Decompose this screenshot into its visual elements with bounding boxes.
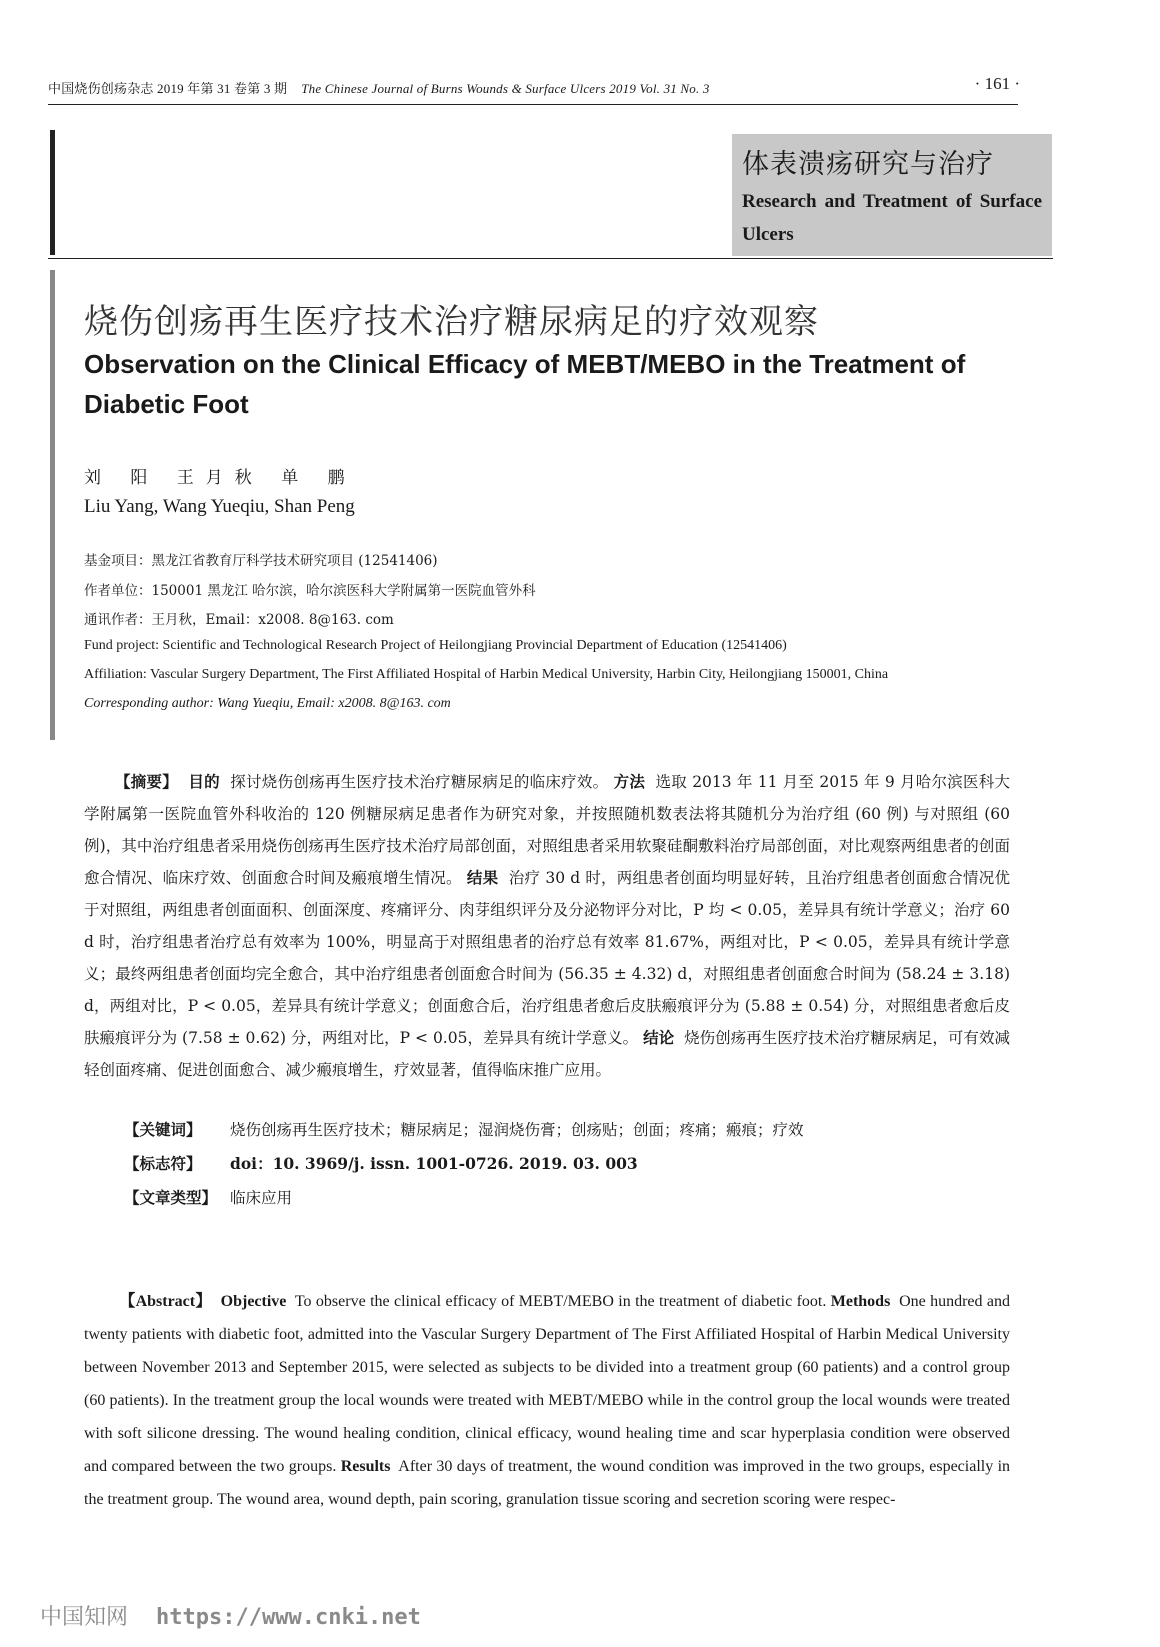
authors-en: Liu Yang, Wang Yueqiu, Shan Peng xyxy=(84,496,355,517)
running-head xyxy=(48,78,1048,97)
running-head-en: The Chinese Journal of Burns Wounds & Surface Ulcers 2019 Vol. 31 No. 3 xyxy=(301,81,710,96)
watermark-url: https://www.cnki.net xyxy=(156,1605,421,1630)
cnki-watermark xyxy=(40,1600,421,1631)
doi-row xyxy=(124,1152,638,1174)
methods-text-zh: 选取 2013 年 11 月至 2015 年 9 月哈尔滨医科大学附属第一医院血管外科收治的 120 例糖尿病足患者作为研究对象，并按照随机数表法将其随机分为治疗组 (60 例) 与对照组 (60 例)，其中治疗组患者采用烧伤创疡再生医疗技术治疗局部创面，对照组患者采用软聚硅酮敷料治疗局部创面，对比观察两组患者的创面愈合情况、临床疗效、创面愈合时间及瘢痕增生情况。 xyxy=(84,773,1010,887)
abstract-label-en: 【Abstract】 xyxy=(119,1293,212,1310)
corresponding-author-zh: 通讯作者：王月秋，Email：x2008. 8@163. com xyxy=(84,612,394,628)
objective-text-zh: 探讨烧伤创疡再生医疗技术治疗糖尿病足的临床疗效。 xyxy=(230,773,609,791)
corresponding-author-en: Corresponding author: Wang Yueqiu, Email: x2008. 8@163. com xyxy=(84,696,451,711)
fund-project-en: Fund project: Scientific and Technological Research Project of Heilongjiang Provincial Department of Education (12541406) xyxy=(84,638,787,653)
methods-text-en: One hundred and twenty patients with diabetic foot, admitted into the Vascular Surgery Department of The First Affiliated Hospital of Harbin Medical University between November 2013 and September 2015, were selected as subjects to be divided into a treatment group (60 patients) and a control group (60 patients). In the treatment group the local wounds were treated with MEBT/MEBO while in the control group the local wounds were treated with soft silicone dressing. The wound healing condition, clinical efficacy, wound healing time and scar hyperplasia condition were observed and compared between the two groups. xyxy=(84,1293,1011,1475)
authors-zh: 刘 阳 王月秋 单 鹏 xyxy=(84,468,357,488)
conclusion-label-zh: 结论 xyxy=(643,1028,675,1047)
doi-value: doi：10. 3969/j. issn. 1001-0726. 2019. 03. 003 xyxy=(230,1154,638,1173)
section-banner xyxy=(732,134,1052,256)
section-title-zh: 体表溃疡研究与治疗 xyxy=(742,149,994,180)
results-label-en: Results xyxy=(340,1458,391,1475)
abstract-en xyxy=(84,1285,1010,1516)
article-title-en: Observation on the Clinical Efficacy of MEBT/MEBO in the Treatment of Diabetic Foot xyxy=(84,349,966,419)
objective-text-en: To observe the clinical efficacy of MEBT/MEBO in the treatment of diabetic foot. xyxy=(294,1293,827,1310)
section-title-en: Research and Treatment of Surface Ulcers xyxy=(742,191,1042,245)
affiliation-en: Affiliation: Vascular Surgery Department, The First Affiliated Hospital of Harbin Medical University, Harbin City, Heilongjiang 150001, China xyxy=(84,667,889,682)
keywords-row xyxy=(124,1118,804,1140)
page-number: · 161 · xyxy=(974,74,1020,93)
doi-label: 【标志符】 xyxy=(124,1154,202,1173)
abstract-label-zh: 【摘要】 xyxy=(115,772,179,791)
methods-label-zh: 方法 xyxy=(613,772,646,791)
results-text-zh: 治疗 30 d 时，两组患者创面均明显好转，且治疗组患者创面愈合情况优于对照组，两组患者创面面积、创面深度、疼痛评分、肉芽组织评分及分泌物评分对比，P 均 < 0.05，差异具有统计学意义；治疗 60 d 时，治疗组患者治疗总有效率为 100%，明显高于对照组患者的治疗总有效率 81.67%，两组对比，P < 0.05，差异具有统计学意义；最终两组患者创面均完全愈合，其中治疗组患者创面愈合时间为 (56.35 ± 4.32) d，对照组患者创面愈合时间为 (58.24 ± 3.18) d，两组对比，P < 0.05，差异具有统计学意义；创面愈合后，治疗组患者愈后皮肤瘢痕评分为 (5.88 ± 0.54) 分，对照组患者愈后皮肤瘢痕评分为 (7.58 ± 0.62) 分，两组对比，P < 0.05，差异具有统计学意义。 xyxy=(84,869,1010,1047)
left-margin-rule xyxy=(50,130,55,255)
abstract-zh xyxy=(84,766,1010,1086)
objective-label-zh: 目的 xyxy=(188,772,220,791)
article-title-zh: 烧伤创疡再生医疗技术治疗糖尿病足的疗效观察 xyxy=(84,302,819,342)
watermark-name: 中国知网 xyxy=(40,1605,129,1630)
fund-project-zh: 基金项目：黑龙江省教育厅科学技术研究项目 (12541406) xyxy=(84,553,438,569)
left-margin-rule-lower xyxy=(50,270,55,740)
affiliation-zh: 作者单位：150001 黑龙江 哈尔滨，哈尔滨医科大学附属第一医院血管外科 xyxy=(84,583,536,599)
objective-label-en: Objective xyxy=(220,1293,287,1310)
running-head-zh: 中国烧伤创疡杂志 2019 年第 31 卷第 3 期 xyxy=(48,81,288,96)
keywords-value: 烧伤创疡再生医疗技术；糖尿病足；湿润烧伤膏；创疡贴；创面；疼痛；瘢痕；疗效 xyxy=(230,1121,804,1139)
methods-label-en: Methods xyxy=(830,1293,891,1310)
article-type-label: 【文章类型】 xyxy=(124,1188,218,1207)
conclusion-text-zh: 烧伤创疡再生医疗技术治疗糖尿病足，可有效减轻创面疼痛、促进创面愈合、减少瘢痕增生，疗效显著，值得临床推广应用。 xyxy=(84,1029,1010,1079)
article-type-row xyxy=(124,1186,292,1208)
keywords-label: 【关键词】 xyxy=(124,1120,202,1139)
article-type-value: 临床应用 xyxy=(230,1189,293,1207)
header-divider xyxy=(48,104,1018,105)
section-divider xyxy=(48,258,1053,259)
results-label-zh: 结果 xyxy=(466,868,499,887)
results-text-en: After 30 days of treatment, the wound condition was improved in the two groups, especially in the treatment group. The wound area, wound depth, pain scoring, granulation tissue scoring and secretion scoring were respec- xyxy=(84,1458,1011,1508)
